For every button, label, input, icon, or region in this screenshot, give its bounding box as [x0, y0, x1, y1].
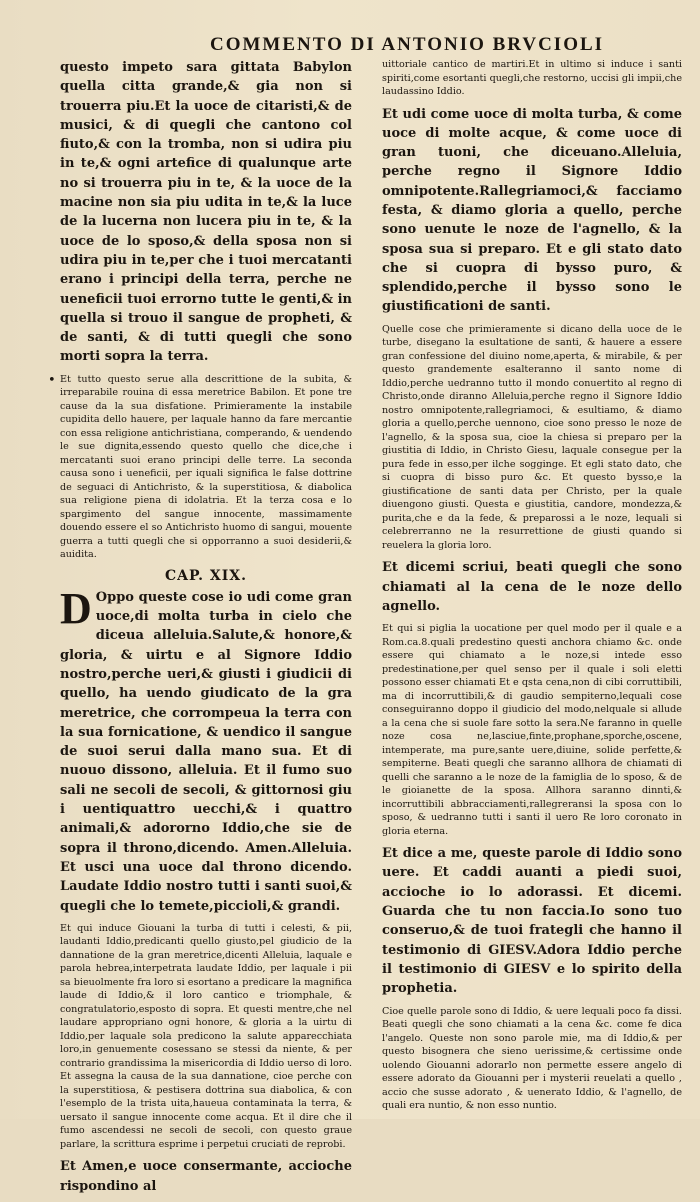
scripture-passage-4: Et udi come uoce di molta turba, & come uoce di molte acque, & come uoce di gran tuoni, che diceuano.Alleluia, perche regno il Signore Iddio omnipotente.Rallegriamoci,& facciamo festa, & diamo gloria a quello, perche sono uenute le noze de l'agnello, & la sposa sua si preparo. Et e gli stato dato che si cuopra di bysso puro, & splendido,perche il bysso sono le giustificationi de santi. [382, 106, 682, 315]
left-column [48, 58, 352, 1202]
scripture-passage-1: questo impeto sara gittata Babylon quella citta grande,& gia non si trouerra piu.Et la uoce de citaristi,& de musici, & di quegli che cantono col fiuto,& con la tromba, non si udira piu in te,& ogni artefice di qualunque arte no si trouerra piu in te, & la uoce de la macine non sia piu udita in te,& la luce de la lucerna non lucera piu in te, & la uoce de lo sposo,& della sposa non si udira piu in te,per che i tuoi mercatanti erano i principi della terra, perche ne ueneficii tuoi errorno tutte le genti,& in quella si trouo il sangue de propheti, & de santi, & di tutti quegli che sono morti sopra la terra. [60, 60, 352, 365]
commentary-2: Et qui induce Giouani la turba di tutti i celesti, & pii, laudanti Iddio,predicanti quello giusto,pel giudicio de la dannatione de la gran meretrice,dicenti Alleluia, laquale e parola hebrea,interpetrata laudate Iddio, per laquale i pii sa bieuolmente fra loro si esortano a predicare la magnifica laude di Iddio,& il loro cantico e triomphale, & congratulatorio,esposto di sopra. Et questi mentre,che nel laudare appropriano ogni honore, & gloria a la uirtu di Iddio,per laquale sola predicono la salute apparecchiata loro,in genuemente cosessano se stessi da niente, & per contrario grandissima la misericordia di Iddio uerso di loro. Et assegna la causa de la sua dannatione, cioe perche con la superstitiosa, & pestisera dottrina sua diabolica, & con l'esemplo de la trista uita,haueua contaminata la terra, & uersato il sangue innocente come acqua. Et il dire che il fumo ascendessi ne secoli de secoli, con questo graue parlare, la scrittura esprime i perpetui cruciati de reprobi. [60, 922, 352, 1150]
scripture-passage-2-text: Oppo queste cose io udi come gran uoce,di molta turba in cielo che diceua alleluia.Salute,& honore,& gloria, & uirtu e al Signore Iddio nostro,perche ueri,& giusti i giudicii di quello, ha uendo giudicato de la gra meretrice, che corrompeua la terra con la sua fornicatione, & uendico il sangue de suoi serui dalla mano sua. Et di nuouo dissono, alleluia. Et il fumo suo sali ne secoli de secoli, & gittornosi giu i uentiquattro uecchi,& i quattro animali,& adororno Iddio,che sie de sopra il throno,dicendo. Amen.Alleluia. Et usci una uoce dal throno dicendo. Laudate Iddio nostro tutti i santi suoi,& quegli che lo temete,piccioli,& grandi. [60, 589, 352, 914]
commentary-continuation: uittoriale cantico de martiri.Et in ultimo si induce i santi spiriti,come esortanti quegli,che restorno, uccisi gli impii,che laudassino Iddio. [382, 59, 682, 97]
commentary-1: Et tutto questo serue alla descrittione de la subita, & irreparabile rouina di essa meretrice Babilon. Et pone tre cause da la sua disfatione. Primieramente la instabile cupidita dello hauere, per laquale hanno da fare mercantie con essa religione antichristiana, comperando, & uendendo le sue dignita,essendo questo quello che dice,che i mercatanti suoi erano principi delle terre. La seconda causa sono i ueneficii, per iquali significa le false dottrine de seguaci di Antichristo, & la superstitiosa, & diabolica sua religione piena di idolatria. Et la terza cosa e lo spargimento del sangue innocente, massimamente douendo essere el so Antichristo huomo di sangui, mouente guerra a tutti quegli che si opporranno a suoi desiderii,& auidita. [60, 373, 352, 561]
drop-cap: D [60, 583, 92, 633]
commentary-3: Quelle cose che primieramente si dicano della uoce de le turbe, disegano la esultatione de santi, & hauere a essere gran confessione del diuino nome,aperta, & mirabile, & per questo grandemente esalteranno il santo nome di Iddio,perche uedranno tutto il mondo conuertito al regno di Christo,onde diranno Alleluia,perche regno il Signore Iddio nostro omnipotente,rallegriamoci, & esultiamo, & diamo gloria a quello,perche uennono, cioe sono presso le noze de l'agnello, & la sposa sua, cioe la chiesa si preparo per la giustitia di Iddio, in Christo Giesu, laquale consegue per la pura fede in esso,per ilche sogginge. Et egli stato dato, che si cuopra di bisso puro &c. Et questo bysso,e la giustificatione de santi data per Christo, per la quale diuengono giusti. Questa e giustitia, candore, mondezza,& purita,che e da la fede, & preparossi a le noze, lequali si celebrerranno ne la resurrettione de giusti quando si reuelera la gloria loro. [382, 323, 682, 551]
right-column [382, 58, 682, 1119]
scripture-passage-2 [60, 583, 352, 916]
scripture-passage-5: Et dicemi scriui, beati quegli che sono chiamati al la cena de le noze dello agnello. [382, 560, 682, 614]
running-title: COMMENTO DI ANTONIO BRVCIOLI [210, 34, 605, 55]
bullet-marker: • [48, 372, 56, 388]
scripture-passage-3: Et Amen,e uoce consermante, accioche rispondino al [60, 1159, 352, 1194]
commentary-5: Cioe quelle parole sono di Iddio, & uere lequali poco fa dissi. Beati quegli che sono chiamati a la cena &c. come fe dica l'angelo. Queste non sono parole mie, ma di Iddio,& per questo bisognera che sieno uerissime,& certissime onde uolendo Giouanni adorarlo non permette essere angelo di essere adorato da Giouanni per i mysterii reuelati a quello , accio che susse adorato , & uenerato Iddio, & l'agnello, de quali era nuntio, & non esso nuntio. [382, 1005, 682, 1112]
commentary-block-1 [48, 372, 352, 562]
scripture-passage-6: Et dice a me, queste parole di Iddio sono uere. Et caddi auanti a piedi suoi, accioche io lo adorassi. Et dicemi. Guarda che tu non faccia.Io sono tuo conseruo,& de tuoi frategli che hanno il testimonio di GIESV.Adora Iddio perche il testimonio di GIESV e lo spirito della prophetia. [382, 846, 682, 997]
commentary-4: Et qui si piglia la uocatione per quel modo per il quale e a Rom.ca.8.quali predestino questi anchora chiamo &c. onde essere qui chiamato a le noze,si intede esso predestinatione,per quel senso per il quale i soli eletti possono esser chiamati Et e qsta cena,non di cibi corruttibili, ma di incorruttibili,& di gaudio sempiterno,lequali cose conseguiranno doppo il giudicio del modo,nelquale si allude a la cena che si suole fare sotto la sera.Ne faranno in quelle noze cosa ne,lasciue,finte,prophane,sporche,oscene, intemperate, ma pure,sante uere,diuine, solide perfette,& sempiterne. Beati quegli che saranno allhora de chiamati di quelli che saranno a le noze de la famiglia de lo sposo, & de le gioianette de la sposa. Allhora saranno dinnti,& incorruttibili abbracciamenti,rallegreransi la sposa con lo sposo, & uedranno tutti i santi il uero Re loro coronato in gloria eterna. [382, 623, 682, 837]
chapter-heading: CAP. XIX. [164, 567, 248, 584]
